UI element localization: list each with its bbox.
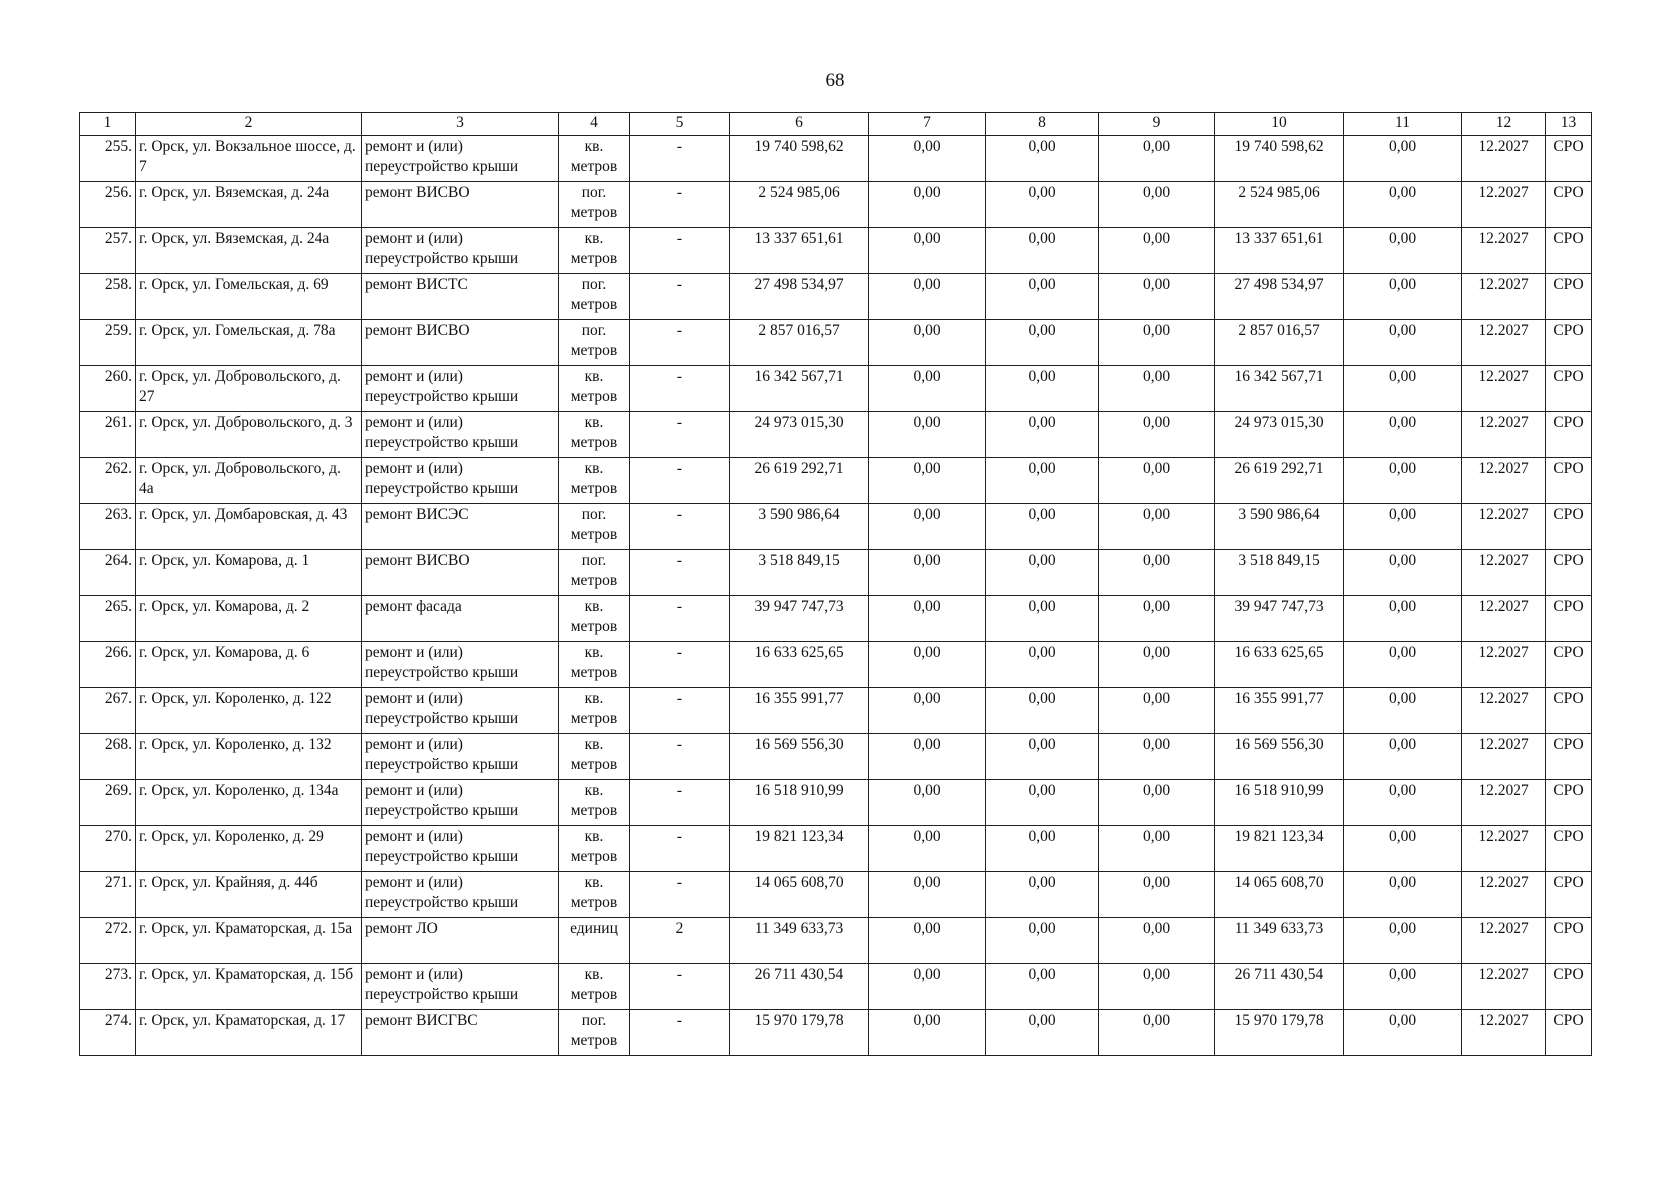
- deadline-cell: 12.2027: [1462, 642, 1546, 688]
- cost-col7-cell: 0,00: [869, 228, 986, 274]
- column-header-3: 3: [362, 113, 559, 136]
- total-cost-cell: 13 337 651,61: [730, 228, 869, 274]
- cost-col8-cell: 0,00: [986, 872, 1099, 918]
- total-cost-cell: 19 821 123,34: [730, 826, 869, 872]
- cost-col11-cell: 0,00: [1344, 826, 1462, 872]
- cost-col7-cell: 0,00: [869, 458, 986, 504]
- source-cell: СРО: [1546, 228, 1592, 274]
- column-header-11: 11: [1344, 113, 1462, 136]
- cost-col7-cell: 0,00: [869, 550, 986, 596]
- column-header-1: 1: [80, 113, 136, 136]
- total-cost-cell: 16 633 625,65: [730, 642, 869, 688]
- row-number: 263.: [80, 504, 136, 550]
- cost-col7-cell: 0,00: [869, 1010, 986, 1056]
- column-header-12: 12: [1462, 113, 1546, 136]
- deadline-cell: 12.2027: [1462, 412, 1546, 458]
- cost-col8-cell: 0,00: [986, 642, 1099, 688]
- cost-col9-cell: 0,00: [1099, 412, 1215, 458]
- address-cell: г. Орск, ул. Гомельская, д. 78а: [136, 320, 362, 366]
- table-row: [80, 688, 1592, 734]
- cost-col10-cell: 19 821 123,34: [1215, 826, 1344, 872]
- address-cell: г. Орск, ул. Добровольского, д. 3: [136, 412, 362, 458]
- total-cost-cell: 14 065 608,70: [730, 872, 869, 918]
- deadline-cell: 12.2027: [1462, 320, 1546, 366]
- column-header-5: 5: [630, 113, 730, 136]
- deadline-cell: 12.2027: [1462, 872, 1546, 918]
- source-cell: СРО: [1546, 1010, 1592, 1056]
- cost-col11-cell: 0,00: [1344, 964, 1462, 1010]
- cost-col8-cell: 0,00: [986, 1010, 1099, 1056]
- cost-col11-cell: 0,00: [1344, 872, 1462, 918]
- source-cell: СРО: [1546, 596, 1592, 642]
- cost-col9-cell: 0,00: [1099, 780, 1215, 826]
- cost-col11-cell: 0,00: [1344, 596, 1462, 642]
- deadline-cell: 12.2027: [1462, 550, 1546, 596]
- cost-col10-cell: 26 711 430,54: [1215, 964, 1344, 1010]
- table-row: [80, 872, 1592, 918]
- quantity-cell: -: [630, 1010, 730, 1056]
- total-cost-cell: 26 619 292,71: [730, 458, 869, 504]
- deadline-cell: 12.2027: [1462, 918, 1546, 964]
- cost-col8-cell: 0,00: [986, 780, 1099, 826]
- total-cost-cell: 26 711 430,54: [730, 964, 869, 1010]
- cost-col9-cell: 0,00: [1099, 642, 1215, 688]
- work-type-cell: ремонт ЛО: [362, 918, 559, 964]
- address-cell: г. Орск, ул. Добровольского, д. 27: [136, 366, 362, 412]
- deadline-cell: 12.2027: [1462, 1010, 1546, 1056]
- address-cell: г. Орск, ул. Короленко, д. 132: [136, 734, 362, 780]
- cost-col11-cell: 0,00: [1344, 780, 1462, 826]
- address-cell: г. Орск, ул. Комарова, д. 2: [136, 596, 362, 642]
- cost-col10-cell: 2 524 985,06: [1215, 182, 1344, 228]
- cost-col7-cell: 0,00: [869, 918, 986, 964]
- cost-col7-cell: 0,00: [869, 366, 986, 412]
- work-type-cell: ремонт ВИСВО: [362, 550, 559, 596]
- address-cell: г. Орск, ул. Вокзальное шоссе, д. 7: [136, 136, 362, 182]
- cost-col7-cell: 0,00: [869, 320, 986, 366]
- cost-col7-cell: 0,00: [869, 964, 986, 1010]
- cost-col10-cell: 3 590 986,64: [1215, 504, 1344, 550]
- cost-col10-cell: 19 740 598,62: [1215, 136, 1344, 182]
- unit-cell: кв. метров: [559, 366, 630, 412]
- cost-col10-cell: 14 065 608,70: [1215, 872, 1344, 918]
- work-type-cell: ремонт и (или) переустройство крыши: [362, 366, 559, 412]
- work-type-cell: ремонт ВИСВО: [362, 182, 559, 228]
- unit-cell: пог. метров: [559, 504, 630, 550]
- cost-col8-cell: 0,00: [986, 826, 1099, 872]
- cost-col9-cell: 0,00: [1099, 550, 1215, 596]
- row-number: 258.: [80, 274, 136, 320]
- cost-col10-cell: 16 633 625,65: [1215, 642, 1344, 688]
- address-cell: г. Орск, ул. Домбаровская, д. 43: [136, 504, 362, 550]
- cost-col7-cell: 0,00: [869, 504, 986, 550]
- quantity-cell: -: [630, 780, 730, 826]
- quantity-cell: -: [630, 320, 730, 366]
- unit-cell: пог. метров: [559, 320, 630, 366]
- source-cell: СРО: [1546, 320, 1592, 366]
- source-cell: СРО: [1546, 964, 1592, 1010]
- cost-col9-cell: 0,00: [1099, 872, 1215, 918]
- quantity-cell: -: [630, 642, 730, 688]
- cost-col11-cell: 0,00: [1344, 412, 1462, 458]
- cost-col8-cell: 0,00: [986, 228, 1099, 274]
- total-cost-cell: 11 349 633,73: [730, 918, 869, 964]
- cost-col8-cell: 0,00: [986, 918, 1099, 964]
- row-number: 274.: [80, 1010, 136, 1056]
- table-row: [80, 642, 1592, 688]
- row-number: 257.: [80, 228, 136, 274]
- cost-col8-cell: 0,00: [986, 136, 1099, 182]
- cost-col7-cell: 0,00: [869, 872, 986, 918]
- column-header-10: 10: [1215, 113, 1344, 136]
- source-cell: СРО: [1546, 136, 1592, 182]
- cost-col11-cell: 0,00: [1344, 458, 1462, 504]
- column-header-13: 13: [1546, 113, 1592, 136]
- work-type-cell: ремонт и (или) переустройство крыши: [362, 228, 559, 274]
- address-cell: г. Орск, ул. Краматорская, д. 15б: [136, 964, 362, 1010]
- cost-col11-cell: 0,00: [1344, 550, 1462, 596]
- cost-col8-cell: 0,00: [986, 274, 1099, 320]
- address-cell: г. Орск, ул. Короленко, д. 122: [136, 688, 362, 734]
- quantity-cell: -: [630, 688, 730, 734]
- work-type-cell: ремонт и (или) переустройство крыши: [362, 734, 559, 780]
- deadline-cell: 12.2027: [1462, 136, 1546, 182]
- unit-cell: кв. метров: [559, 734, 630, 780]
- quantity-cell: -: [630, 366, 730, 412]
- unit-cell: пог. метров: [559, 550, 630, 596]
- table-header: [80, 113, 1592, 136]
- cost-col8-cell: 0,00: [986, 412, 1099, 458]
- work-type-cell: ремонт и (или) переустройство крыши: [362, 688, 559, 734]
- address-cell: г. Орск, ул. Крайняя, д. 44б: [136, 872, 362, 918]
- column-header-9: 9: [1099, 113, 1215, 136]
- cost-col7-cell: 0,00: [869, 182, 986, 228]
- deadline-cell: 12.2027: [1462, 826, 1546, 872]
- row-number: 266.: [80, 642, 136, 688]
- quantity-cell: -: [630, 412, 730, 458]
- table-row: [80, 918, 1592, 964]
- total-cost-cell: 19 740 598,62: [730, 136, 869, 182]
- cost-col8-cell: 0,00: [986, 458, 1099, 504]
- table-row: [80, 458, 1592, 504]
- quantity-cell: -: [630, 274, 730, 320]
- row-number: 255.: [80, 136, 136, 182]
- cost-col11-cell: 0,00: [1344, 918, 1462, 964]
- table-row: [80, 1010, 1592, 1056]
- work-type-cell: ремонт фасада: [362, 596, 559, 642]
- cost-col11-cell: 0,00: [1344, 734, 1462, 780]
- deadline-cell: 12.2027: [1462, 228, 1546, 274]
- cost-col7-cell: 0,00: [869, 596, 986, 642]
- source-cell: СРО: [1546, 550, 1592, 596]
- deadline-cell: 12.2027: [1462, 780, 1546, 826]
- cost-col11-cell: 0,00: [1344, 136, 1462, 182]
- row-number: 273.: [80, 964, 136, 1010]
- row-number: 262.: [80, 458, 136, 504]
- quantity-cell: -: [630, 826, 730, 872]
- cost-col7-cell: 0,00: [869, 642, 986, 688]
- source-cell: СРО: [1546, 734, 1592, 780]
- source-cell: СРО: [1546, 642, 1592, 688]
- cost-col9-cell: 0,00: [1099, 688, 1215, 734]
- source-cell: СРО: [1546, 412, 1592, 458]
- cost-col9-cell: 0,00: [1099, 458, 1215, 504]
- cost-col10-cell: 27 498 534,97: [1215, 274, 1344, 320]
- cost-col7-cell: 0,00: [869, 412, 986, 458]
- unit-cell: кв. метров: [559, 688, 630, 734]
- source-cell: СРО: [1546, 366, 1592, 412]
- source-cell: СРО: [1546, 872, 1592, 918]
- row-number: 256.: [80, 182, 136, 228]
- row-number: 270.: [80, 826, 136, 872]
- work-type-cell: ремонт и (или) переустройство крыши: [362, 872, 559, 918]
- cost-col9-cell: 0,00: [1099, 228, 1215, 274]
- table-row: [80, 780, 1592, 826]
- cost-col8-cell: 0,00: [986, 964, 1099, 1010]
- cost-col9-cell: 0,00: [1099, 320, 1215, 366]
- total-cost-cell: 15 970 179,78: [730, 1010, 869, 1056]
- cost-col8-cell: 0,00: [986, 734, 1099, 780]
- cost-col10-cell: 24 973 015,30: [1215, 412, 1344, 458]
- header-row: [80, 113, 1592, 136]
- source-cell: СРО: [1546, 826, 1592, 872]
- deadline-cell: 12.2027: [1462, 734, 1546, 780]
- cost-col9-cell: 0,00: [1099, 504, 1215, 550]
- table-row: [80, 504, 1592, 550]
- cost-col10-cell: 16 355 991,77: [1215, 688, 1344, 734]
- work-type-cell: ремонт и (или) переустройство крыши: [362, 458, 559, 504]
- unit-cell: кв. метров: [559, 826, 630, 872]
- column-header-4: 4: [559, 113, 630, 136]
- total-cost-cell: 24 973 015,30: [730, 412, 869, 458]
- unit-cell: кв. метров: [559, 964, 630, 1010]
- cost-col10-cell: 3 518 849,15: [1215, 550, 1344, 596]
- cost-col8-cell: 0,00: [986, 550, 1099, 596]
- source-cell: СРО: [1546, 504, 1592, 550]
- unit-cell: кв. метров: [559, 228, 630, 274]
- unit-cell: кв. метров: [559, 780, 630, 826]
- address-cell: г. Орск, ул. Краматорская, д. 15а: [136, 918, 362, 964]
- deadline-cell: 12.2027: [1462, 964, 1546, 1010]
- row-number: 272.: [80, 918, 136, 964]
- total-cost-cell: 16 355 991,77: [730, 688, 869, 734]
- row-number: 271.: [80, 872, 136, 918]
- work-type-cell: ремонт и (или) переустройство крыши: [362, 964, 559, 1010]
- total-cost-cell: 2 524 985,06: [730, 182, 869, 228]
- deadline-cell: 12.2027: [1462, 366, 1546, 412]
- work-type-cell: ремонт ВИСВО: [362, 320, 559, 366]
- source-cell: СРО: [1546, 274, 1592, 320]
- page-number: 68: [825, 70, 845, 91]
- unit-cell: пог. метров: [559, 1010, 630, 1056]
- address-cell: г. Орск, ул. Гомельская, д. 69: [136, 274, 362, 320]
- cost-col10-cell: 15 970 179,78: [1215, 1010, 1344, 1056]
- row-number: 268.: [80, 734, 136, 780]
- column-header-2: 2: [136, 113, 362, 136]
- unit-cell: кв. метров: [559, 872, 630, 918]
- table-row: [80, 136, 1592, 182]
- table-row: [80, 734, 1592, 780]
- deadline-cell: 12.2027: [1462, 182, 1546, 228]
- repair-schedule-table: [79, 112, 1592, 1056]
- total-cost-cell: 16 342 567,71: [730, 366, 869, 412]
- work-type-cell: ремонт ВИСТС: [362, 274, 559, 320]
- cost-col9-cell: 0,00: [1099, 918, 1215, 964]
- quantity-cell: -: [630, 734, 730, 780]
- table-row: [80, 826, 1592, 872]
- unit-cell: кв. метров: [559, 136, 630, 182]
- source-cell: СРО: [1546, 458, 1592, 504]
- address-cell: г. Орск, ул. Комарова, д. 6: [136, 642, 362, 688]
- unit-cell: кв. метров: [559, 458, 630, 504]
- quantity-cell: 2: [630, 918, 730, 964]
- address-cell: г. Орск, ул. Короленко, д. 29: [136, 826, 362, 872]
- row-number: 265.: [80, 596, 136, 642]
- total-cost-cell: 16 569 556,30: [730, 734, 869, 780]
- deadline-cell: 12.2027: [1462, 458, 1546, 504]
- table-row: [80, 550, 1592, 596]
- unit-cell: пог. метров: [559, 182, 630, 228]
- cost-col10-cell: 16 518 910,99: [1215, 780, 1344, 826]
- table-row: [80, 596, 1592, 642]
- deadline-cell: 12.2027: [1462, 504, 1546, 550]
- table-row: [80, 228, 1592, 274]
- unit-cell: кв. метров: [559, 642, 630, 688]
- row-number: 261.: [80, 412, 136, 458]
- source-cell: СРО: [1546, 780, 1592, 826]
- cost-col8-cell: 0,00: [986, 366, 1099, 412]
- cost-col9-cell: 0,00: [1099, 136, 1215, 182]
- cost-col11-cell: 0,00: [1344, 274, 1462, 320]
- work-type-cell: ремонт и (или) переустройство крыши: [362, 826, 559, 872]
- table-row: [80, 182, 1592, 228]
- cost-col8-cell: 0,00: [986, 504, 1099, 550]
- cost-col9-cell: 0,00: [1099, 734, 1215, 780]
- work-type-cell: ремонт ВИСЭС: [362, 504, 559, 550]
- unit-cell: кв. метров: [559, 412, 630, 458]
- row-number: 259.: [80, 320, 136, 366]
- cost-col11-cell: 0,00: [1344, 504, 1462, 550]
- cost-col10-cell: 11 349 633,73: [1215, 918, 1344, 964]
- cost-col8-cell: 0,00: [986, 182, 1099, 228]
- unit-cell: единиц: [559, 918, 630, 964]
- work-type-cell: ремонт и (или) переустройство крыши: [362, 780, 559, 826]
- table-row: [80, 412, 1592, 458]
- cost-col8-cell: 0,00: [986, 320, 1099, 366]
- deadline-cell: 12.2027: [1462, 596, 1546, 642]
- quantity-cell: -: [630, 550, 730, 596]
- cost-col10-cell: 26 619 292,71: [1215, 458, 1344, 504]
- address-cell: г. Орск, ул. Вяземская, д. 24а: [136, 182, 362, 228]
- cost-col7-cell: 0,00: [869, 688, 986, 734]
- row-number: 264.: [80, 550, 136, 596]
- cost-col10-cell: 16 342 567,71: [1215, 366, 1344, 412]
- cost-col10-cell: 39 947 747,73: [1215, 596, 1344, 642]
- row-number: 260.: [80, 366, 136, 412]
- cost-col11-cell: 0,00: [1344, 320, 1462, 366]
- deadline-cell: 12.2027: [1462, 274, 1546, 320]
- cost-col9-cell: 0,00: [1099, 1010, 1215, 1056]
- source-cell: СРО: [1546, 688, 1592, 734]
- cost-col11-cell: 0,00: [1344, 228, 1462, 274]
- column-header-8: 8: [986, 113, 1099, 136]
- cost-col9-cell: 0,00: [1099, 274, 1215, 320]
- address-cell: г. Орск, ул. Вяземская, д. 24а: [136, 228, 362, 274]
- table-row: [80, 274, 1592, 320]
- column-header-7: 7: [869, 113, 986, 136]
- quantity-cell: -: [630, 872, 730, 918]
- address-cell: г. Орск, ул. Короленко, д. 134а: [136, 780, 362, 826]
- column-header-6: 6: [730, 113, 869, 136]
- cost-col11-cell: 0,00: [1344, 1010, 1462, 1056]
- source-cell: СРО: [1546, 918, 1592, 964]
- work-type-cell: ремонт и (или) переустройство крыши: [362, 136, 559, 182]
- table-body: [80, 136, 1592, 1056]
- total-cost-cell: 2 857 016,57: [730, 320, 869, 366]
- row-number: 269.: [80, 780, 136, 826]
- quantity-cell: -: [630, 136, 730, 182]
- table-row: [80, 366, 1592, 412]
- cost-col8-cell: 0,00: [986, 688, 1099, 734]
- work-type-cell: ремонт и (или) переустройство крыши: [362, 642, 559, 688]
- cost-col10-cell: 16 569 556,30: [1215, 734, 1344, 780]
- table-row: [80, 320, 1592, 366]
- address-cell: г. Орск, ул. Добровольского, д. 4а: [136, 458, 362, 504]
- total-cost-cell: 39 947 747,73: [730, 596, 869, 642]
- quantity-cell: -: [630, 596, 730, 642]
- quantity-cell: -: [630, 964, 730, 1010]
- cost-col8-cell: 0,00: [986, 596, 1099, 642]
- row-number: 267.: [80, 688, 136, 734]
- quantity-cell: -: [630, 182, 730, 228]
- quantity-cell: -: [630, 504, 730, 550]
- cost-col10-cell: 13 337 651,61: [1215, 228, 1344, 274]
- cost-col9-cell: 0,00: [1099, 826, 1215, 872]
- quantity-cell: -: [630, 228, 730, 274]
- work-type-cell: ремонт и (или) переустройство крыши: [362, 412, 559, 458]
- cost-col11-cell: 0,00: [1344, 366, 1462, 412]
- cost-col10-cell: 2 857 016,57: [1215, 320, 1344, 366]
- unit-cell: пог. метров: [559, 274, 630, 320]
- cost-col7-cell: 0,00: [869, 136, 986, 182]
- source-cell: СРО: [1546, 182, 1592, 228]
- total-cost-cell: 16 518 910,99: [730, 780, 869, 826]
- cost-col7-cell: 0,00: [869, 274, 986, 320]
- cost-col11-cell: 0,00: [1344, 182, 1462, 228]
- unit-cell: кв. метров: [559, 596, 630, 642]
- address-cell: г. Орск, ул. Краматорская, д. 17: [136, 1010, 362, 1056]
- cost-col7-cell: 0,00: [869, 826, 986, 872]
- total-cost-cell: 3 590 986,64: [730, 504, 869, 550]
- cost-col11-cell: 0,00: [1344, 688, 1462, 734]
- cost-col11-cell: 0,00: [1344, 642, 1462, 688]
- total-cost-cell: 27 498 534,97: [730, 274, 869, 320]
- deadline-cell: 12.2027: [1462, 688, 1546, 734]
- table-row: [80, 964, 1592, 1010]
- address-cell: г. Орск, ул. Комарова, д. 1: [136, 550, 362, 596]
- cost-col9-cell: 0,00: [1099, 964, 1215, 1010]
- cost-col7-cell: 0,00: [869, 734, 986, 780]
- work-type-cell: ремонт ВИСГВС: [362, 1010, 559, 1056]
- cost-col7-cell: 0,00: [869, 780, 986, 826]
- cost-col9-cell: 0,00: [1099, 182, 1215, 228]
- quantity-cell: -: [630, 458, 730, 504]
- cost-col9-cell: 0,00: [1099, 366, 1215, 412]
- cost-col9-cell: 0,00: [1099, 596, 1215, 642]
- total-cost-cell: 3 518 849,15: [730, 550, 869, 596]
